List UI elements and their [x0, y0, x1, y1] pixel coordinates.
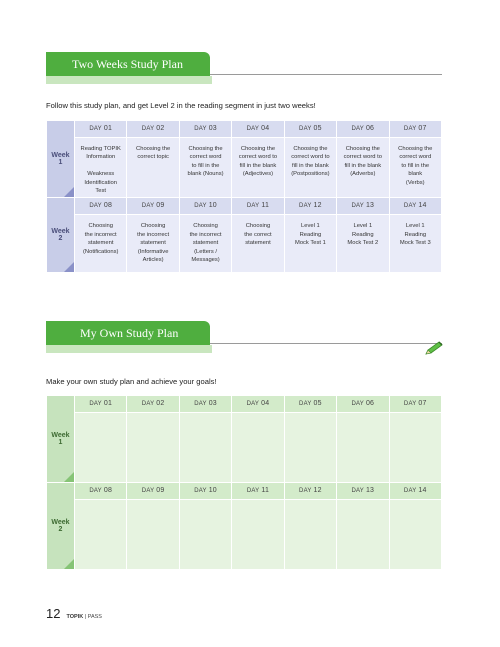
day-header — [337, 396, 389, 413]
day-number: 12 — [313, 202, 322, 210]
day-number: 06 — [365, 400, 375, 407]
plan-entry-cell[interactable] — [337, 500, 389, 570]
day-header — [127, 198, 179, 215]
plan-task-cell: Level 1 Reading Mock Test 2 — [337, 215, 389, 273]
day-word: DAY — [351, 401, 364, 407]
day-word: DAY — [246, 203, 260, 210]
section-title-two-weeks: Two Weeks Study Plan — [46, 52, 210, 76]
day-number: 08 — [103, 202, 113, 210]
day-header — [232, 483, 284, 500]
day-number: 04 — [261, 125, 270, 132]
brand-separator: | — [84, 614, 87, 620]
day-word: DAY — [194, 203, 207, 210]
day-word: DAY — [351, 203, 364, 210]
day-header — [75, 198, 127, 215]
plan-entry-cell[interactable] — [389, 500, 441, 570]
day-header — [75, 483, 127, 500]
day-header — [337, 198, 389, 215]
header-rule — [210, 74, 442, 75]
day-word: DAY — [246, 488, 260, 494]
week-label — [47, 483, 75, 570]
day-header — [179, 198, 231, 215]
intro-own-plan: Make your own study plan and achieve your goals! — [46, 377, 217, 386]
plan-entry-cell[interactable] — [284, 413, 336, 483]
plan-task-cell: Choosing the correct statement — [232, 215, 284, 273]
day-word: DAY — [246, 401, 260, 407]
plan-entry-cell[interactable] — [127, 500, 179, 570]
brand-suffix: PASS — [87, 614, 102, 620]
day-header — [232, 121, 284, 138]
day-word: DAY — [246, 126, 260, 132]
day-header — [127, 483, 179, 500]
day-header — [284, 121, 336, 138]
day-header — [284, 396, 336, 413]
plan-task-cell: Choosing the incorrect statement (Informative Articles) — [127, 215, 179, 273]
day-header — [284, 483, 336, 500]
week-label-text: Week 2 — [51, 519, 70, 533]
day-number: 11 — [261, 487, 270, 494]
day-header — [389, 121, 441, 138]
plan-entry-cell[interactable] — [232, 500, 284, 570]
corner-fold — [64, 472, 74, 482]
plan-task-cell: Choosing the incorrect statement (Letters / Messages) — [179, 215, 231, 273]
day-word: DAY — [89, 126, 102, 132]
day-word: DAY — [299, 126, 312, 132]
day-word: DAY — [403, 401, 417, 407]
plan-task-cell: Choosing the correct topic — [127, 138, 179, 198]
plan-entry-cell[interactable] — [337, 413, 389, 483]
section-title-own-plan: My Own Study Plan — [46, 321, 210, 345]
plan-task-cell: Choosing the correct word to fill in the blank (Adjectives) — [232, 138, 284, 198]
plan-task-cell: Level 1 Reading Mock Test 3 — [389, 215, 441, 273]
day-word: DAY — [351, 126, 364, 132]
day-number: 13 — [365, 487, 375, 494]
day-word: DAY — [194, 488, 207, 494]
day-word: DAY — [89, 488, 102, 494]
week-label-text: Week 2 — [51, 228, 70, 243]
intro-two-weeks: Follow this study plan, and get Level 2 in the reading segment in just two weeks! — [46, 101, 316, 110]
day-word: DAY — [403, 126, 417, 132]
day-number: 08 — [103, 487, 113, 494]
week-label — [47, 198, 75, 273]
corner-fold — [64, 559, 74, 569]
day-word: DAY — [299, 203, 312, 210]
plan-entry-cell[interactable] — [284, 500, 336, 570]
day-number: 10 — [208, 487, 217, 494]
week-label — [47, 121, 75, 198]
day-header — [389, 396, 441, 413]
section-header-own-plan — [46, 321, 442, 347]
day-word: DAY — [141, 203, 155, 210]
day-number: 04 — [261, 400, 270, 407]
day-word: DAY — [403, 488, 417, 494]
tab-underlay — [46, 345, 212, 353]
plan-entry-cell[interactable] — [389, 413, 441, 483]
day-number: 10 — [208, 202, 217, 210]
day-number: 13 — [365, 202, 375, 210]
corner-fold — [64, 187, 74, 197]
header-rule — [210, 343, 442, 344]
day-word: DAY — [299, 488, 312, 494]
day-number: 09 — [156, 487, 165, 494]
brand-label — [66, 614, 101, 620]
day-word: DAY — [141, 488, 155, 494]
day-header — [284, 198, 336, 215]
day-header — [389, 198, 441, 215]
page-footer — [46, 606, 102, 621]
day-word: DAY — [194, 126, 207, 132]
day-header — [337, 483, 389, 500]
plan-task-cell: Choosing the correct word to fill in the blank (Nouns) — [179, 138, 231, 198]
plan-entry-cell[interactable] — [232, 413, 284, 483]
plan-task-cell: Choosing the correct word to fill in the blank (Verbs) — [389, 138, 441, 198]
plan-entry-cell[interactable] — [75, 500, 127, 570]
day-word: DAY — [141, 126, 155, 132]
week-label-text: Week 1 — [51, 432, 70, 446]
day-word: DAY — [351, 488, 364, 494]
day-header — [75, 121, 127, 138]
day-number: 06 — [365, 125, 375, 132]
day-header — [179, 483, 231, 500]
corner-fold — [64, 262, 74, 272]
day-header — [179, 396, 231, 413]
pencil-icon — [424, 340, 444, 356]
day-number: 03 — [208, 125, 217, 132]
day-word: DAY — [194, 401, 207, 407]
plan-task-cell: Choosing the correct word to fill in the blank (Adverbs) — [337, 138, 389, 198]
day-number: 14 — [418, 487, 427, 494]
plan-task-cell: Choosing the incorrect statement (Notifications) — [75, 215, 127, 273]
day-header — [179, 121, 231, 138]
day-number: 05 — [313, 400, 322, 407]
day-number: 14 — [418, 202, 427, 210]
page-number: 12 — [46, 606, 61, 621]
day-number: 11 — [261, 202, 270, 210]
own-plan-table[interactable] — [46, 395, 442, 570]
day-word: DAY — [403, 203, 417, 210]
day-number: 05 — [313, 125, 322, 132]
day-number: 02 — [156, 400, 165, 407]
day-number: 01 — [103, 125, 113, 132]
day-number: 09 — [156, 202, 165, 210]
tab-underlay — [46, 76, 212, 84]
day-header — [232, 198, 284, 215]
day-word: DAY — [141, 401, 155, 407]
day-number: 07 — [418, 125, 427, 132]
day-number: 03 — [208, 400, 217, 407]
week-label — [47, 396, 75, 483]
section-header-two-weeks — [46, 52, 442, 78]
day-number: 12 — [313, 487, 322, 494]
plan-entry-cell[interactable] — [75, 413, 127, 483]
day-number: 07 — [418, 400, 427, 407]
day-number: 02 — [156, 125, 165, 132]
day-number: 01 — [103, 400, 113, 407]
day-header — [337, 121, 389, 138]
day-word: DAY — [299, 401, 312, 407]
day-header — [389, 483, 441, 500]
plan-task-cell: Choosing the correct word to fill in the blank (Postpositions) — [284, 138, 336, 198]
day-header — [75, 396, 127, 413]
day-word: DAY — [89, 401, 102, 407]
day-header — [127, 396, 179, 413]
day-word: DAY — [89, 203, 102, 210]
day-header — [127, 121, 179, 138]
plan-task-cell: Reading TOPIK Information Weakness Identification Test — [75, 138, 127, 198]
day-header — [232, 396, 284, 413]
brand-name: TOPIK — [66, 614, 84, 620]
week-label-text: Week 1 — [51, 152, 70, 167]
plan-entry-cell[interactable] — [179, 500, 231, 570]
plan-task-cell: Level 1 Reading Mock Test 1 — [284, 215, 336, 273]
two-weeks-plan-table — [46, 120, 442, 273]
plan-entry-cell[interactable] — [179, 413, 231, 483]
plan-entry-cell[interactable] — [127, 413, 179, 483]
